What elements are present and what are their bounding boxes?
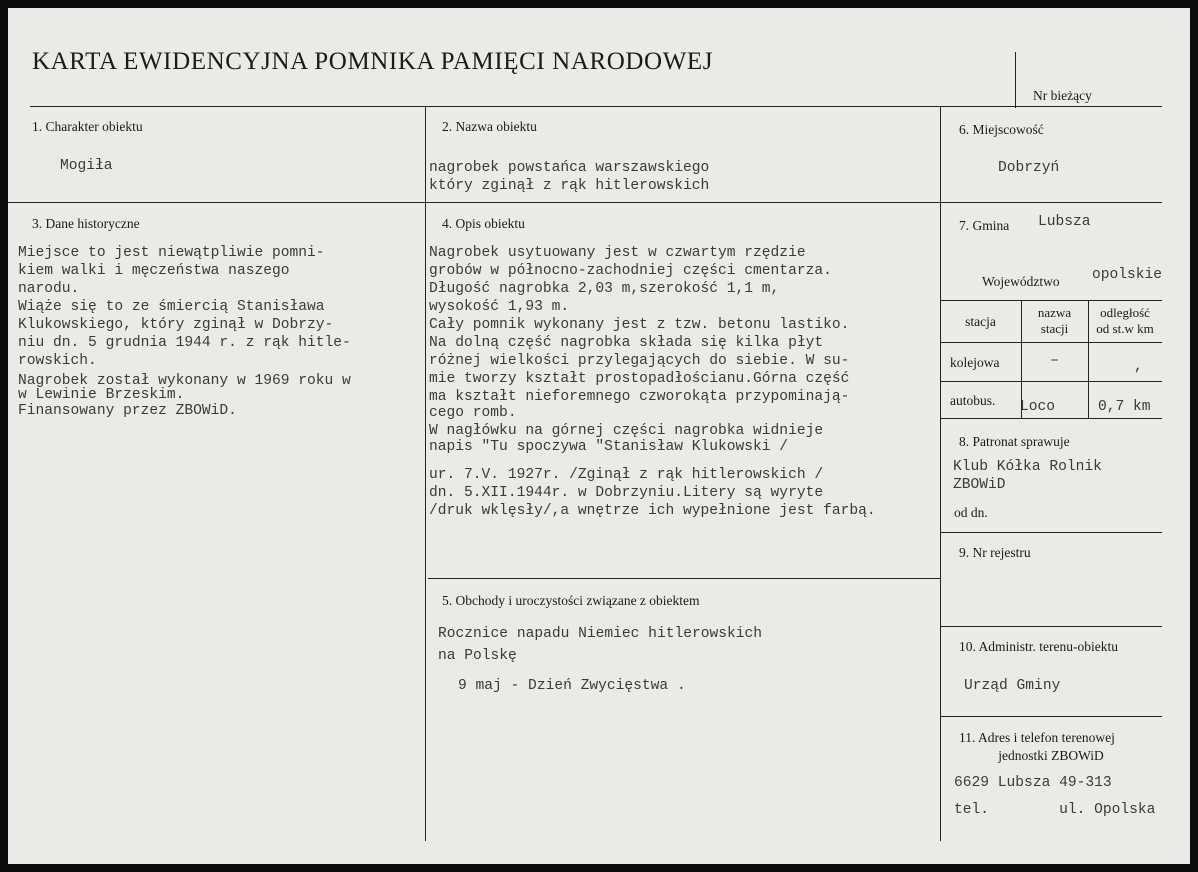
rule-administr-bottom xyxy=(940,716,1162,717)
patronat-od-label: od dn. xyxy=(954,505,988,520)
wojewodztwo-label: Województwo xyxy=(982,274,1060,289)
dane-label: 3. Dane historyczne xyxy=(32,216,140,231)
table-header-odleglosc-line: odległość xyxy=(1100,305,1150,320)
dane-line: w Lewinie Brzeskim. xyxy=(18,387,185,403)
row-autobus-odleglosc: 0,7 km xyxy=(1098,399,1151,415)
nazwa-label: 2. Nazwa obiektu xyxy=(442,119,537,134)
table-header-stacja: stacja xyxy=(965,314,996,329)
opis-line: cego romb. xyxy=(429,405,517,421)
registration-card xyxy=(8,8,1190,864)
adres-line: tel. ul. Opolska xyxy=(954,802,1156,818)
opis-line: napis "Tu spoczywa "Stanisław Klukowski / xyxy=(429,439,789,455)
opis-line: dn. 5.XII.1944r. w Dobrzyniu.Litery są wyryte xyxy=(429,485,824,501)
row-rule-mid xyxy=(428,578,940,579)
nazwa-line: nagrobek powstańca warszawskiego xyxy=(429,160,710,176)
dane-line: Finansowany przez ZBOWiD. xyxy=(18,403,237,419)
adres-line: 6629 Lubsza 49-313 xyxy=(954,775,1112,791)
patronat-label: 8. Patronat sprawuje xyxy=(959,434,1070,449)
administr-value: Urząd Gminy xyxy=(964,678,1061,694)
miejscowosc-label: 6. Miejscowość xyxy=(959,122,1044,137)
rule-table-row1 xyxy=(940,381,1162,382)
col-divider-2 xyxy=(940,106,941,841)
row-kolejowa-nazwa: – xyxy=(1050,353,1059,369)
opis-label: 4. Opis obiektu xyxy=(442,216,525,231)
table-header-nazwa xyxy=(1021,305,1088,337)
row-autobus-label: autobus. xyxy=(950,393,996,408)
nr-biezacy-label: Nr bieżący xyxy=(1033,88,1092,103)
dane-line: Nagrobek został wykonany w 1969 roku w xyxy=(18,373,351,389)
opis-line: Cały pomnik wykonany jest z tzw. betonu lastiko. xyxy=(429,317,850,333)
adres-label-line2: jednostki ZBOWiD xyxy=(998,748,1104,763)
patronat-line: ZBOWiD xyxy=(953,477,1006,493)
rule-rejestr-bottom xyxy=(940,626,1162,627)
dane-line: Miejsce to jest niewątpliwie pomni- xyxy=(18,245,325,261)
opis-line: /druk wklęsły/,a wnętrze ich wypełnione jest farbą. xyxy=(429,503,876,519)
dane-line: Klukowskiego, który zginął w Dobrzy- xyxy=(18,317,334,333)
charakter-label: 1. Charakter obiektu xyxy=(32,119,143,134)
dane-line: narodu. xyxy=(18,281,80,297)
opis-line: Nagrobek usytuowany jest w czwartym rzędzie xyxy=(429,245,806,261)
row-rule-1 xyxy=(8,202,1162,203)
miejscowosc-value: Dobrzyń xyxy=(998,160,1060,176)
obchody-label: 5. Obchody i uroczystości związane z obiektem xyxy=(442,593,700,608)
opis-line: Na dolną część nagrobka składa się kilka płyt xyxy=(429,335,824,351)
rule-table-row2 xyxy=(940,418,1162,419)
header-rule xyxy=(30,106,1162,107)
page-title: KARTA EWIDENCYJNA POMNIKA PAMIĘCI NARODOWEJ xyxy=(32,48,714,75)
dane-line: kiem walki i męczeństwa naszego xyxy=(18,263,290,279)
dane-line: rowskich. xyxy=(18,353,97,369)
obchody-line: na Polskę xyxy=(438,648,517,664)
rule-table-header xyxy=(940,342,1162,343)
rejestr-label: 9. Nr rejestru xyxy=(959,545,1031,560)
rule-patronat-bottom xyxy=(940,532,1162,533)
dane-line: niu dn. 5 grudnia 1944 r. z rąk hitle- xyxy=(18,335,351,351)
opis-line: mie tworzy kształt prostopadłościanu.Górna część xyxy=(429,371,850,387)
row-kolejowa-odleglosc: , xyxy=(1134,359,1143,375)
table-header-nazwa-line: stacji xyxy=(1040,321,1069,336)
table-header-odleglosc-line: od st.w km xyxy=(1096,321,1154,336)
rule-gmina-bottom xyxy=(940,300,1162,301)
obchody-line: 9 maj - Dzień Zwycięstwa . xyxy=(458,678,686,694)
opis-line: Długość nagrobka 2,03 m,szerokość 1,1 m, xyxy=(429,281,780,297)
opis-line: ma kształt nieforemnego czworokąta przypominają- xyxy=(429,389,850,405)
charakter-value: Mogiła xyxy=(60,158,113,174)
wojewodztwo-value: opolskie xyxy=(1092,267,1163,283)
nazwa-line: który zginął z rąk hitlerowskich xyxy=(429,178,710,194)
adres-label: 11. Adres i telefon terenowej xyxy=(959,730,1115,745)
row-kolejowa-label: kolejowa xyxy=(950,355,1000,370)
administr-label: 10. Administr. terenu-obiektu xyxy=(959,639,1118,654)
row-autobus-nazwa: Loco xyxy=(1020,399,1056,415)
opis-line: różnej wielkości przylegających do siebie. W su- xyxy=(429,353,850,369)
opis-line: grobów w północno-zachodniej części cmentarza. xyxy=(429,263,832,279)
obchody-line: Rocznice napadu Niemiec hitlerowskich xyxy=(438,626,763,642)
patronat-line: Klub Kółka Rolnik xyxy=(953,459,1102,475)
table-header-nazwa-line: nazwa xyxy=(1037,305,1072,320)
col-divider-1 xyxy=(425,106,426,841)
opis-line: wysokość 1,93 m. xyxy=(429,299,570,315)
dane-line: Wiąże się to ze śmiercią Stanisława xyxy=(18,299,325,315)
opis-line: W nagłówku na górnej części nagrobka widnieje xyxy=(429,423,824,439)
header-divider xyxy=(1015,52,1016,108)
gmina-label: 7. Gmina xyxy=(959,218,1010,233)
table-header-odleglosc xyxy=(1088,305,1162,337)
gmina-value: Lubsza xyxy=(1038,214,1091,230)
opis-line: ur. 7.V. 1927r. /Zginął z rąk hitlerowskich / xyxy=(429,467,824,483)
